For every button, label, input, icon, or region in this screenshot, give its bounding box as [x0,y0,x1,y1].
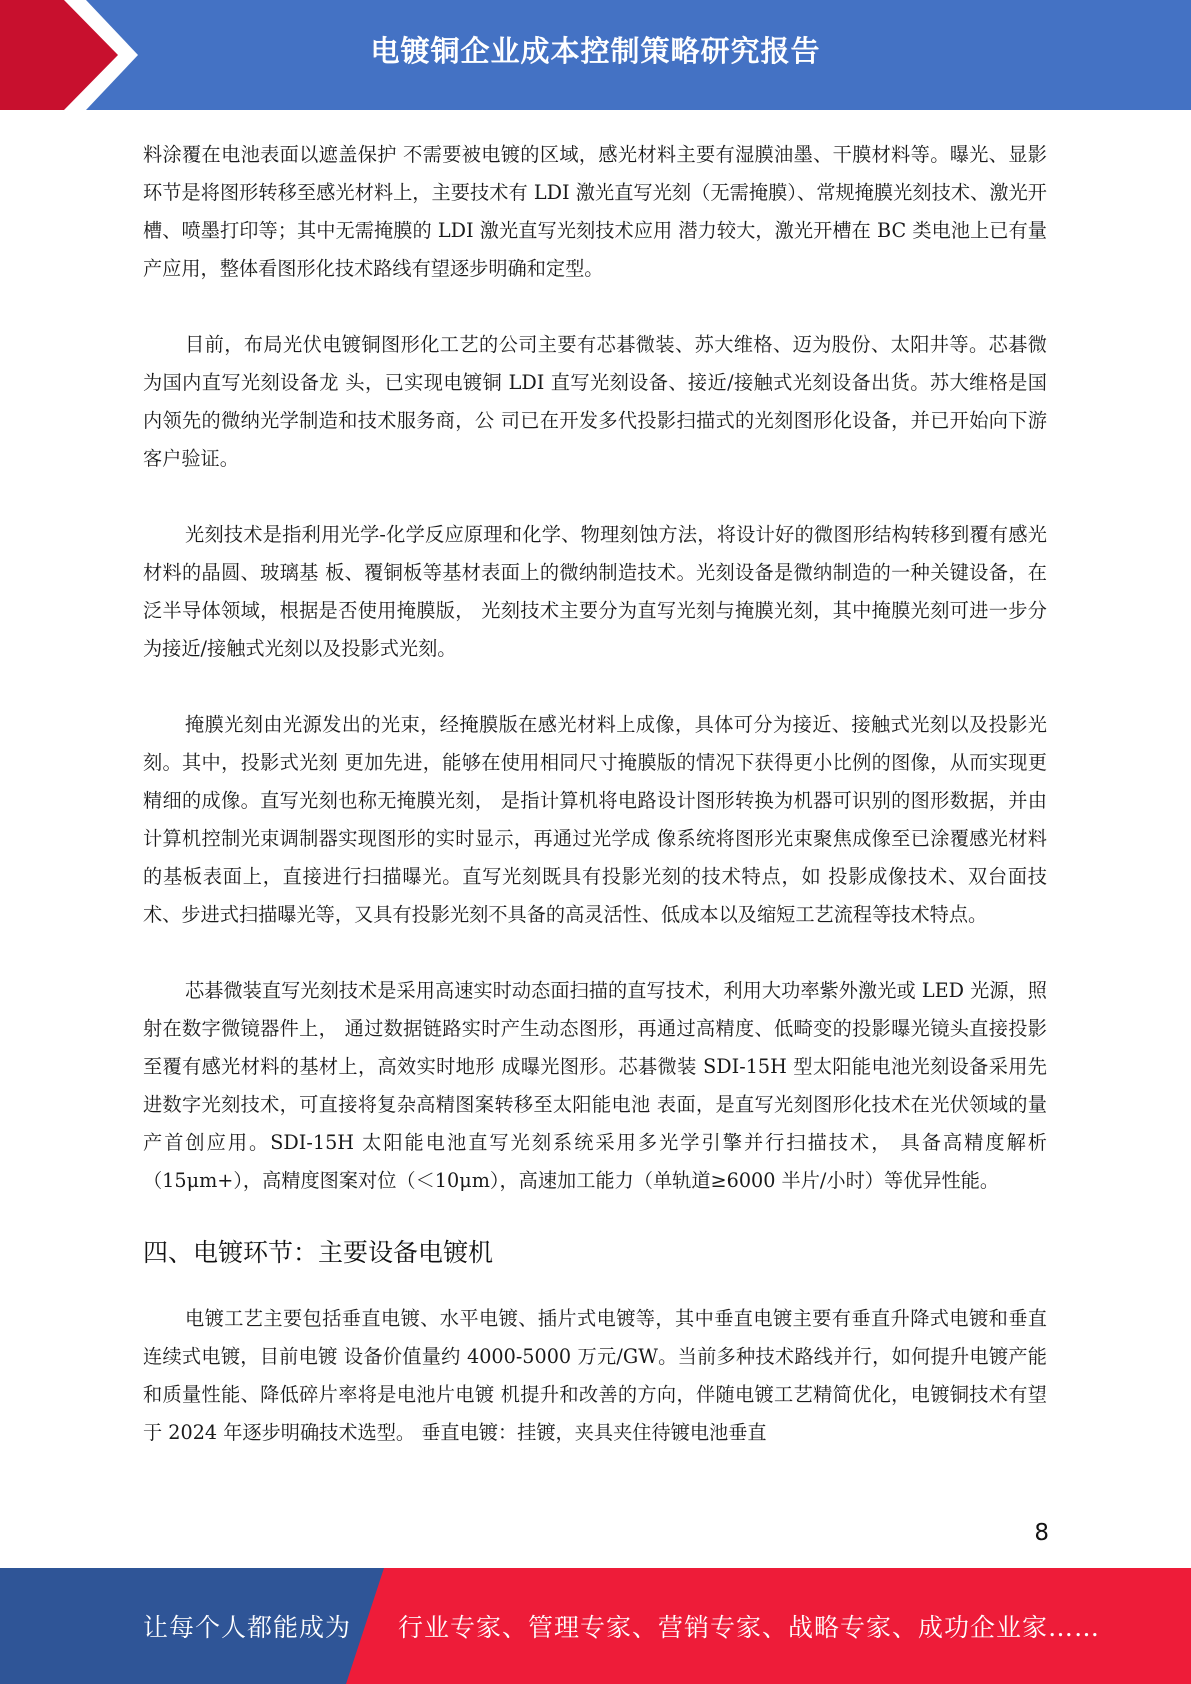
body-paragraph: 芯碁微装直写光刻技术是采用高速实时动态面扫描的直写技术，利用大功率紫外激光或 LED 光源，照射在数字微镜器件上， 通过数据链路实时产生动态图形，再通过高精度、低畸变的投影曝光镜头直接投影至覆有感光材料的基材上，高效实时地形 成曝光图形。芯碁微装 SDI-15H 型太阳能电池光刻设备采用先进数字光刻技术，可直接将复杂高精图案转移至太阳能电池 表面，是直写光刻图形化技术在光伏领域的量产首创应用。SDI-15H 太阳能电池直写光刻系统采用多光学引擎并行扫描技术， 具备高精度解析（15μm+），高精度图案对位（＜10μm），高速加工能力（单轨道≥6000 半片/小时）等优异性能。 [143,979,1047,1192]
body-paragraph: 料涂覆在电池表面以遮盖保护 不需要被电镀的区域，感光材料主要有湿膜油墨、干膜材料等。曝光、显影环节是将图形转移至感光材料上，主要技术有 LDI 激光直写光刻（无需掩膜）、常规掩膜光刻技术、激光开槽、喷墨打印等；其中无需掩膜的 LDI 激光直写光刻技术应用 潜力较大，激光开槽在 BC 类电池上已有量产应用，整体看图形化技术路线有望逐步明确和定型。 [143,143,1047,280]
footer-band [0,1568,1191,1684]
section-heading: 四、电镀环节：主要设备电镀机 [143,1238,494,1267]
body-paragraph: 光刻技术是指利用光学-化学反应原理和化学、物理刻蚀方法，将设计好的微图形结构转移到覆有感光材料的晶圆、玻璃基 板、覆铜板等基材表面上的微纳制造技术。光刻设备是微纳制造的一种关键设备，在泛半导体领域，根据是否使用掩膜版， 光刻技术主要分为直写光刻与掩膜光刻，其中掩膜光刻可进一步分为接近/接触式光刻以及投影式光刻。 [143,523,1047,660]
page-number: 8 [1034,1520,1049,1546]
body-paragraph: 目前，布局光伏电镀铜图形化工艺的公司主要有芯碁微装、苏大维格、迈为股份、太阳井等。芯碁微为国内直写光刻设备龙 头，已实现电镀铜 LDI 直写光刻设备、接近/接触式光刻设备出货。苏大维格是国内领先的微纳光学制造和技术服务商，公 司已在开发多代投影扫描式的光刻图形化设备，并已开始向下游客户验证。 [143,333,1047,470]
footer-slogan-right: 行业专家、管理专家、营销专家、战略专家、成功企业家…… [398,1613,1101,1642]
body-paragraph: 掩膜光刻由光源发出的光束，经掩膜版在感光材料上成像，具体可分为接近、接触式光刻以及投影光刻。其中，投影式光刻 更加先进，能够在使用相同尺寸掩膜版的情况下获得更小比例的图像，从而实现更精细的成像。直写光刻也称无掩膜光刻， 是指计算机将电路设计图形转换为机器可识别的图形数据，并由计算机控制光束调制器实现图形的实时显示，再通过光学成 像系统将图形光束聚焦成像至已涂覆感光材料的基板表面上，直接进行扫描曝光。直写光刻既具有投影光刻的技术特点，如 投影成像技术、双台面技术、步进式扫描曝光等，又具有投影光刻不具备的高灵活性、低成本以及缩短工艺流程等技术特点。 [143,713,1047,926]
report-title: 电镀铜企业成本控制策略研究报告 [370,34,821,68]
footer-slogan-left: 让每个人都能成为 [143,1613,352,1642]
header-band [0,0,1191,110]
section-paragraph: 电镀工艺主要包括垂直电镀、水平电镀、插片式电镀等，其中垂直电镀主要有垂直升降式电镀和垂直连续式电镀，目前电镀 设备价值量约 4000-5000 万元/GW。当前多种技术路线并行，如何提升电镀产能和质量性能、降低碎片率将是电池片电镀 机提升和改善的方向，伴随电镀工艺精简优化，电镀铜技术有望于 2024 年逐步明确技术选型。 垂直电镀：挂镀，夹具夹住待镀电池垂直 [143,1307,1047,1444]
document-body [143,136,1047,1490]
